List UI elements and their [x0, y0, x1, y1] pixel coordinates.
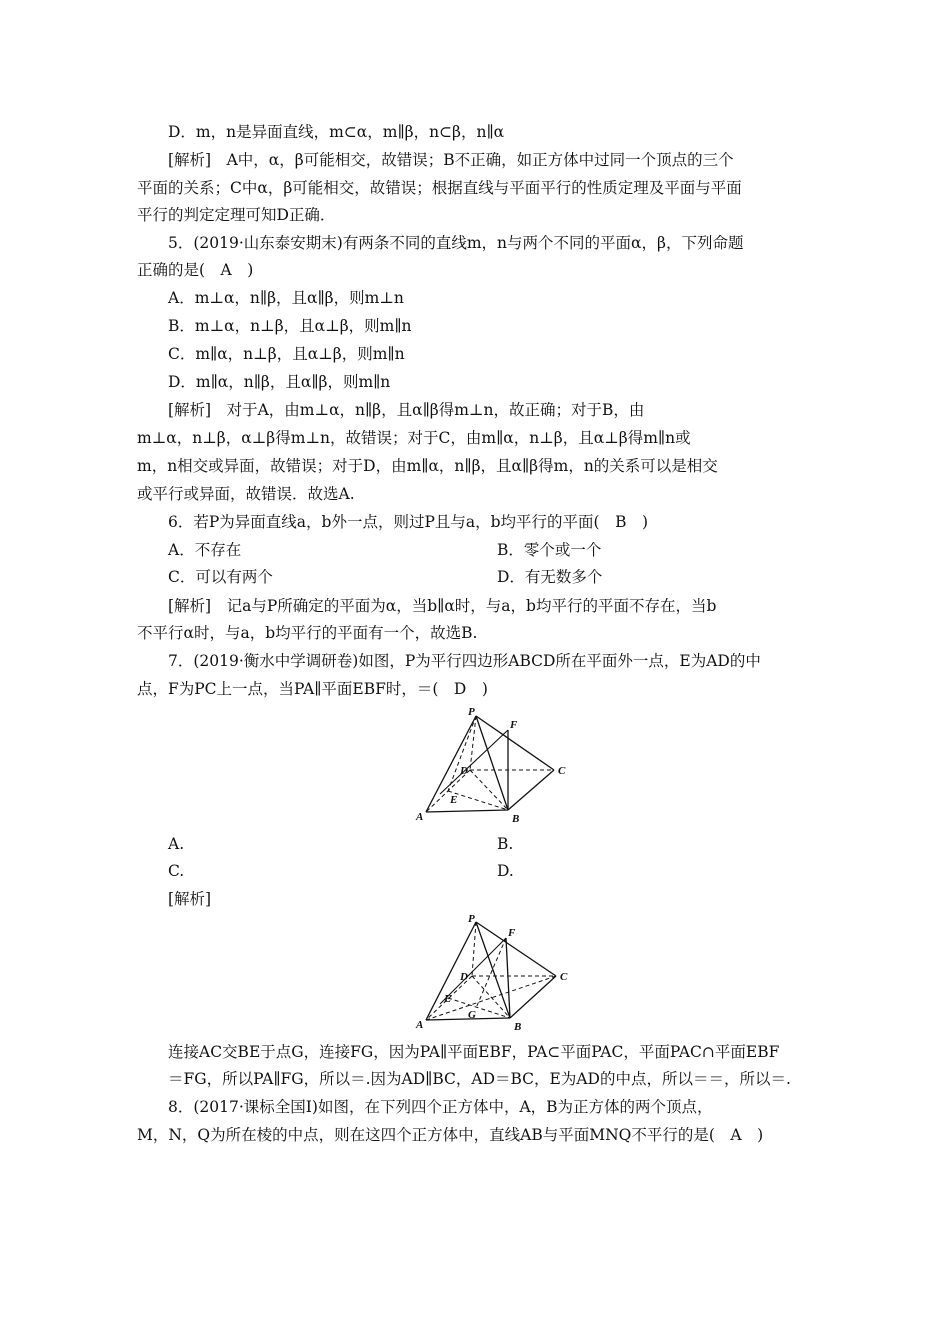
option-c-q7: C. — [168, 862, 185, 880]
label-d: D — [460, 971, 468, 983]
question-8-line1: 8．(2017·课标全国Ⅰ)如图，在下列四个正方体中，A，B为正方体的两个顶点， — [168, 1098, 713, 1116]
question-7-line1: 7．(2019·衡水中学调研卷)如图，P为平行四边形ABCD所在平面外一点，E为AD的中 — [168, 652, 761, 670]
analysis-q5-line2: m⊥α，n⊥β，α⊥β得m⊥n，故错误；对于C，由m∥α，n⊥β，且α⊥β得m∥n或 — [137, 429, 691, 447]
analysis-q7-line1: 连接AC交BE于点G，连接FG，因为PA∥平面EBF，PA⊂平面PAC，平面PAC∩平面EBF — [168, 1043, 780, 1061]
analysis-q4-line1: [解析] A中，α，β可能相交，故错误；B不正确，如正方体中过同一个顶点的三个 — [168, 151, 734, 169]
edge-bc — [508, 770, 554, 810]
analysis-q5-line4: 或平行或异面，故错误．故选A. — [137, 485, 355, 503]
label-p: P — [468, 706, 475, 718]
question-6: 6．若P为异面直线a，b外一点，则过P且与a，b均平行的平面( B ) — [168, 513, 649, 531]
label-p: P — [468, 913, 475, 925]
label-a: A — [416, 811, 424, 823]
analysis-q5-line3: m，n相交或异面，故错误；对于D，由m∥α，n∥β，且α∥β得m，n的关系可以是相交 — [137, 457, 718, 475]
option-b-q6: B．零个或一个 — [497, 541, 602, 559]
edge-pb — [476, 716, 508, 810]
edge-ab — [426, 810, 508, 812]
label-f: F — [510, 719, 518, 731]
option-c-q6: C．可以有两个 — [168, 568, 273, 586]
analysis-q6-line2: 不平行α时，与a，b均平行的平面有一个，故选B. — [137, 624, 478, 642]
label-e: E — [444, 993, 452, 1005]
label-g: G — [468, 1009, 476, 1021]
pyramid-figure-2 — [410, 912, 580, 1036]
label-a: A — [416, 1019, 424, 1031]
pyramid-figure-1 — [410, 704, 580, 828]
label-c: C — [560, 971, 568, 983]
question-5-line2: 正确的是( A ) — [137, 261, 254, 279]
option-a-q7: A. — [168, 835, 185, 853]
option-c-q5: C．m∥α，n⊥β，且α⊥β，则m∥n — [168, 345, 405, 363]
question-7-line2: 点，F为PC上一点，当PA∥平面EBF时，＝( D ) — [137, 680, 488, 698]
segment-fb — [506, 938, 510, 1018]
option-a-q6: A．不存在 — [168, 541, 242, 559]
analysis-q4-line3: 平行的判定定理可知D正确． — [137, 206, 336, 224]
option-b-q7: B. — [497, 835, 514, 853]
label-b: B — [512, 813, 520, 825]
analysis-q7-line2: ＝FG，所以PA∥FG，所以＝.因为AD∥BC，AD＝BC，E为AD的中点，所以＝＝，所以＝. — [168, 1070, 791, 1088]
edge-pb — [476, 922, 510, 1018]
analysis-q7-label: [解析] — [168, 890, 212, 908]
label-c: C — [558, 765, 566, 777]
option-b-q5: B．m⊥α，n⊥β，且α⊥β，则m∥n — [168, 317, 412, 335]
label-d: D — [460, 765, 468, 777]
option-d-q5: D．m∥α，n∥β，且α∥β，则m∥n — [168, 373, 391, 391]
analysis-q6-line1: [解析] 记a与P所确定的平面为α，当b∥α时，与a，b均平行的平面不存在，当b — [168, 597, 717, 615]
edge-bc — [510, 976, 556, 1018]
option-d-q4: D．m，n是异面直线，m⊂α，m∥β，n⊂β，n∥α — [168, 123, 505, 141]
option-a-q5: A．m⊥α，n∥β，且α∥β，则m⊥n — [168, 289, 404, 307]
question-8-line2: M，N，Q为所在棱的中点，则在这四个正方体中，直线AB与平面MNQ不平行的是( A ) — [137, 1126, 764, 1144]
option-d-q6: D．有无数多个 — [497, 568, 603, 586]
label-b: B — [514, 1021, 522, 1033]
label-e: E — [450, 794, 458, 806]
label-f: F — [508, 927, 516, 939]
analysis-q5-line1: [解析] 对于A，由m⊥α，n∥β，且α∥β得m⊥n，故正确；对于B，由 — [168, 401, 645, 419]
edge-pc — [476, 922, 556, 976]
analysis-q4-line2: 平面的关系；C中α，β可能相交，故错误；根据直线与平面平行的性质定理及平面与平面 — [137, 179, 742, 197]
option-d-q7: D. — [497, 862, 514, 880]
question-5-line1: 5．(2019·山东泰安期末)有两条不同的直线m，n与两个不同的平面α，β，下列命题 — [168, 234, 744, 252]
